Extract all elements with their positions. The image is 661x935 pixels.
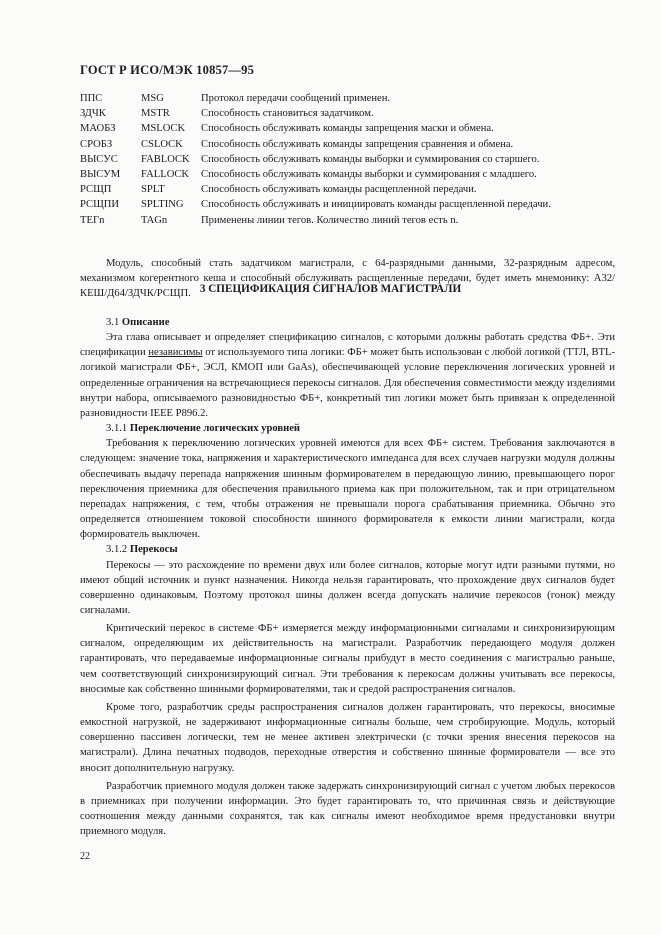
section-title: 3 СПЕЦИФИКАЦИЯ СИГНАЛОВ МАГИСТРАЛИ	[199, 283, 462, 295]
definition-desc: Способность обслуживать команды выборки и суммирования со старшего.	[201, 153, 540, 165]
paragraph: Разработчик приемного модуля должен также задержать синхронизирующий сигнал с учетом любых перекосов в приемниках при получении информации. Это будет гарантировать то, что причинная связь и действующие соотношения между данными сохранятся, так как сигналы имеют необходимое время предустановки внутри приемного модуля.	[80, 780, 615, 838]
subsection-number: 3.1.1	[106, 423, 128, 435]
definition-abbr: ППС	[80, 93, 103, 104]
definition-row	[80, 197, 620, 212]
subsection-title: Перекосы	[129, 544, 178, 556]
definition-mnemonic: FALLOCK	[141, 169, 190, 181]
subsection-heading	[80, 542, 615, 557]
definition-mnemonic: MSG	[141, 93, 164, 104]
subsection-heading	[80, 421, 615, 436]
definitions-note: Модуль, способный стать задатчиком магистрали, с 64-разрядными данными, 32-разрядным адресом, механизмом когерентного кеша и способный обслуживать расщепленные передачи, будет иметь мнемонику: А32/КЕШ/Д64/ЗДЧК/РСЩП.	[80, 258, 615, 300]
definitions-list	[80, 91, 620, 228]
definition-abbr: СРОБЗ	[80, 138, 113, 150]
subsection-number: 3.1.2	[106, 544, 128, 556]
definition-row	[80, 91, 620, 106]
paragraph	[80, 330, 615, 421]
definition-row	[80, 121, 620, 136]
paragraph: Кроме того, разработчик среды распространения сигналов должен гарантировать, что перекосы, вносимые емкостной нагрузкой, не задерживают информационные сигналы больше, чем стробирующие. Модуль, который совершенно пассивен логически, тем не менее активен электрически (с точки зрения внесения перекосов на магистрали). Длина печатных подводов, переходные отверстия и собственно шинные формирователи — все это вносит дополнительную нагрузку.	[80, 701, 615, 774]
definition-desc: Протокол передачи сообщений применен.	[201, 93, 391, 104]
definition-row	[80, 152, 620, 167]
definition-mnemonic: TAGn	[141, 214, 168, 226]
definition-abbr: РСЩП	[80, 184, 112, 196]
definition-mnemonic: SPLT	[141, 184, 165, 196]
definition-desc: Способность становиться задатчиком.	[201, 108, 374, 120]
paragraph: Критический перекос в системе ФБ+ измеряется между информационными сигналами и синхронизирующим сигналом, определяющим их действительность на магистрали. Разработчик передающего модуля должен гарантировать, что передаваемые информационные сигналы прибудут в место соединения с магистралью раньше, чем соответствующий синхронизирующий сигнал. Эти требования к перекосам должны учитывать все перекосы, вносимые как собственно шинными формирователями, так и средой распространения сигналов.	[80, 623, 615, 695]
underlined-text: независимы	[148, 347, 203, 359]
definition-mnemonic: MSTR	[141, 108, 170, 120]
definition-desc: Способность обслуживать команды запрещения сравнения и обмена.	[201, 138, 514, 150]
definition-mnemonic: MSLOCK	[141, 123, 186, 135]
subsection-heading	[80, 315, 615, 330]
definition-abbr: ЗДЧК	[80, 108, 106, 120]
definition-desc: Способность обслуживать команды запрещения маски и обмена.	[201, 123, 494, 135]
definition-abbr: МАОБЗ	[80, 123, 116, 135]
definition-row	[80, 213, 620, 228]
definition-mnemonic: FABLOCK	[141, 153, 190, 165]
definition-row	[80, 167, 620, 182]
subsection-number: 3.1	[106, 317, 120, 328]
definition-row	[80, 137, 620, 152]
definition-mnemonic: CSLOCK	[141, 138, 183, 150]
page-number: 22	[80, 851, 90, 862]
definition-mnemonic: SPLTING	[141, 199, 184, 211]
definition-abbr: ВЫСУС	[80, 153, 118, 165]
definition-abbr: ТЕГn	[80, 214, 105, 226]
paragraph-text: от используемого типа логики: ФБ+ может быть использован с любой логикой (ТТЛ, BTL-логикой магистрали ФБ+, ЭСЛ, КМОП или GaAs), обеспечивающей условие переключения логических уровней и определенные ограничения на встречающиеся перекосы сигналов. Для обеспечения совместимости между изделиями внутри набора, описываемого разновидностью ФБ+, конкретный тип логики может быть привязан к определенной разновидности IEEE P896.2.	[80, 347, 615, 419]
definition-desc: Способность обслуживать команды расщепленной передачи.	[201, 184, 477, 196]
definition-abbr: РСЩПИ	[80, 199, 120, 211]
subsection-title: Переключение логических уровней	[129, 423, 301, 435]
section-body	[80, 315, 615, 839]
definition-desc: Способность обслуживать команды выборки и суммирования с младшего.	[201, 169, 537, 181]
definition-desc: Применены линии тегов. Количество линий тегов есть n.	[201, 214, 459, 226]
paragraph: Перекосы — это расхождение по времени двух или более сигналов, которые могут идти разными путями, но имеют общий источник и пункт назначения. Никогда нельзя гарантировать, что прохождение двух сигналов будет совершенно одинаковым. Поэтому протокол шины должен всегда допускать наличие перекосов (гонок) между сигналами.	[80, 559, 615, 616]
definition-row	[80, 106, 620, 121]
definition-desc: Способность обслуживать и инициировать команды расщепленной передачи.	[201, 199, 551, 211]
document-header: ГОСТ Р ИСО/МЭК 10857—95	[80, 63, 255, 77]
paragraph: Требования к переключению логических уровней имеются для всех ФБ+ систем. Требования заключаются в следующем: значение тока, напряжения и характеристического импеданса для всех случаев нагрузки модуля должны обеспечивать выдачу перепада напряжения шинным формирователем в передающую линию, превышающего порог переключения приемника для обеспечения правильного приема как при положительном, так и при отрицательном перепадах напряжения, с тем, чтобы отражения не превышали порога срабатывания приемника. Обычно это определяется отношением токовой способности шинного формирователя к емкости линии магистрали, когда формирователь выключен.	[80, 438, 615, 541]
subsection-title: Описание	[121, 317, 170, 328]
definition-row	[80, 182, 620, 197]
definition-abbr: ВЫСУМ	[80, 169, 121, 181]
paragraph-text: Эта глава описывает и определяет спецификацию сигналов, с которыми должны работать средства ФБ+. Эти спецификации	[80, 332, 615, 359]
